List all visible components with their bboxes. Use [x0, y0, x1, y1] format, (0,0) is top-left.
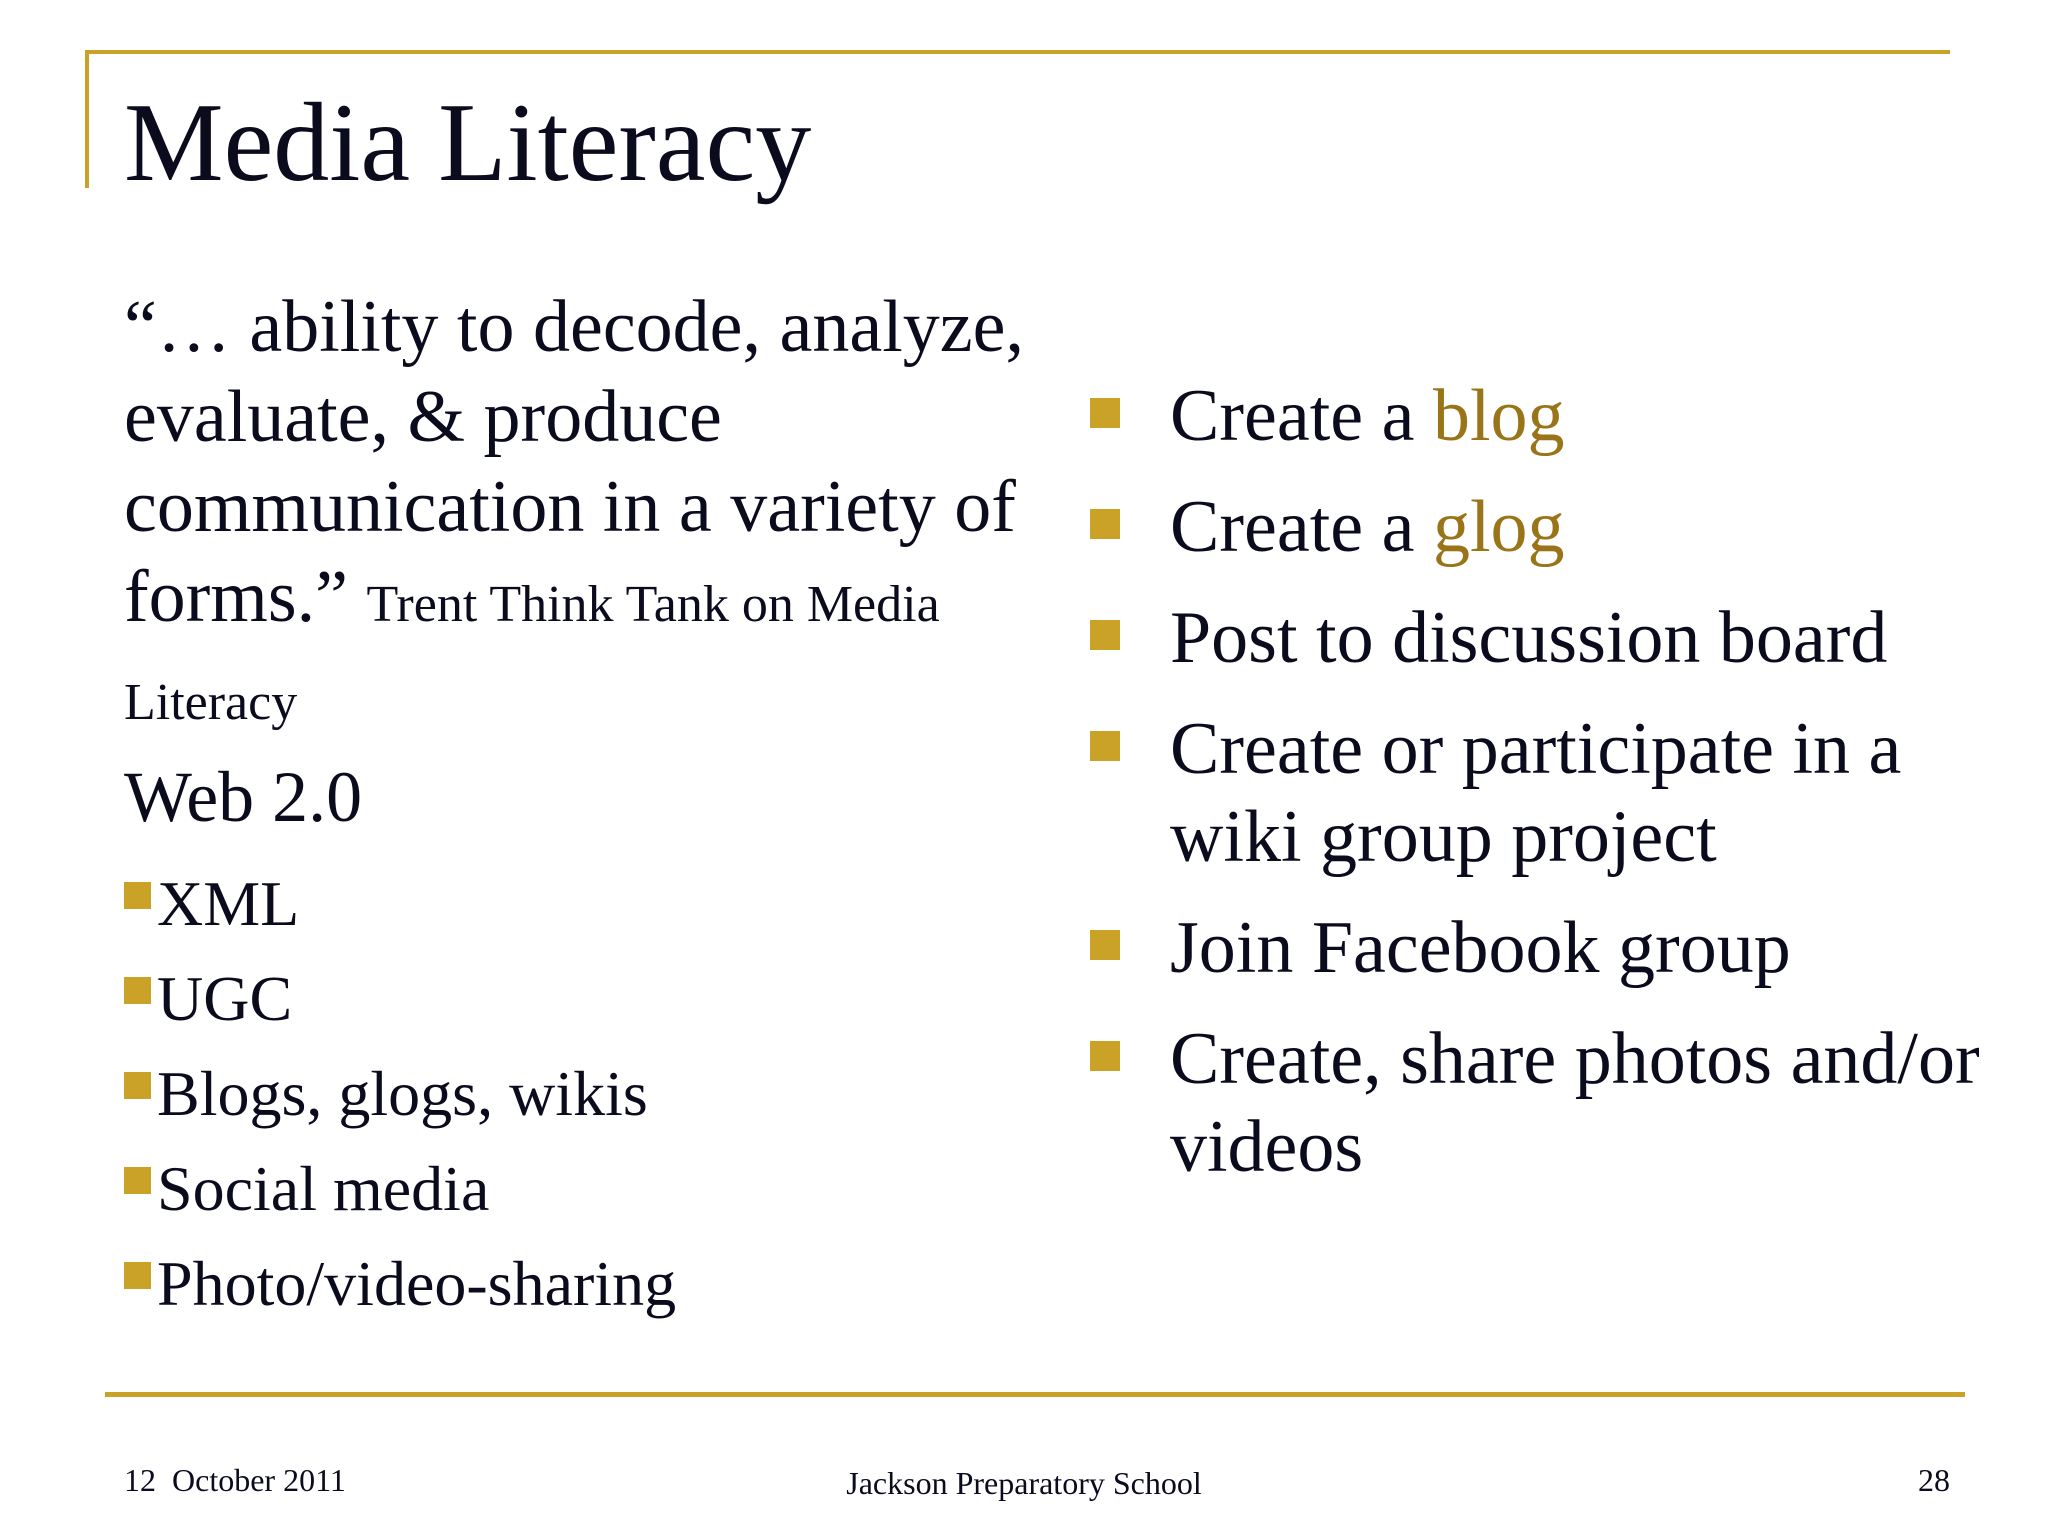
footer-page-number: 28 [1918, 1462, 1950, 1498]
bullet-square-icon [124, 1072, 151, 1099]
quote-attribution: Trent Think Tank on Media Literacy [124, 576, 940, 731]
list-item [124, 1236, 676, 1331]
web-list [124, 856, 676, 1331]
activity-item [1090, 904, 1990, 992]
top-rule-decoration [85, 50, 1950, 54]
list-item [124, 1141, 676, 1236]
bullet-square-icon [124, 1262, 151, 1289]
bullet-square-icon [124, 1167, 151, 1194]
bullet-square-icon [1090, 620, 1120, 650]
footer-school: Jackson Preparatory School [846, 1465, 1202, 1501]
list-item-label: UGC [157, 962, 293, 1034]
list-item-label: Photo/video-sharing [157, 1247, 677, 1319]
bullet-square-icon [1090, 731, 1120, 761]
bottom-rule-decoration [105, 1392, 1965, 1397]
activity-item [1090, 372, 1990, 460]
activity-item [1090, 705, 1990, 881]
activity-text: Post to discussion board [1170, 597, 1888, 679]
list-item [124, 1046, 676, 1141]
activity-prefix: Create a [1170, 486, 1433, 568]
slide-title: Media Literacy [124, 81, 812, 205]
glog-link[interactable]: glog [1432, 486, 1565, 568]
activity-text: Create or participate in a wiki group project [1170, 708, 1902, 878]
list-item [124, 951, 676, 1046]
activity-item [1090, 1015, 1990, 1191]
activities-list [1090, 372, 1990, 1214]
list-item-label: Social media [157, 1152, 490, 1224]
activity-text: Join Facebook group [1170, 907, 1791, 989]
list-item-label: Blogs, glogs, wikis [157, 1057, 648, 1129]
bullet-square-icon [124, 882, 151, 909]
blog-link[interactable]: blog [1432, 375, 1565, 457]
quote-text: “… ability to decode, analyze, evaluate, & produce communication in a variety of forms.” [124, 286, 1024, 638]
list-item [124, 856, 676, 951]
activity-item [1090, 483, 1990, 571]
footer-date: 12 October 2011 [124, 1462, 346, 1498]
web-heading: Web 2.0 [124, 757, 363, 837]
left-rule-decoration [85, 50, 89, 188]
quote-block [124, 282, 1024, 748]
activity-item [1090, 594, 1990, 682]
bullet-square-icon [1090, 398, 1120, 428]
bullet-square-icon [124, 977, 151, 1004]
list-item-label: XML [157, 867, 300, 939]
bullet-square-icon [1090, 930, 1120, 960]
bullet-square-icon [1090, 1041, 1120, 1071]
activity-text: Create, share photos and/or videos [1170, 1018, 1980, 1188]
bullet-square-icon [1090, 509, 1120, 539]
activity-prefix: Create a [1170, 375, 1433, 457]
